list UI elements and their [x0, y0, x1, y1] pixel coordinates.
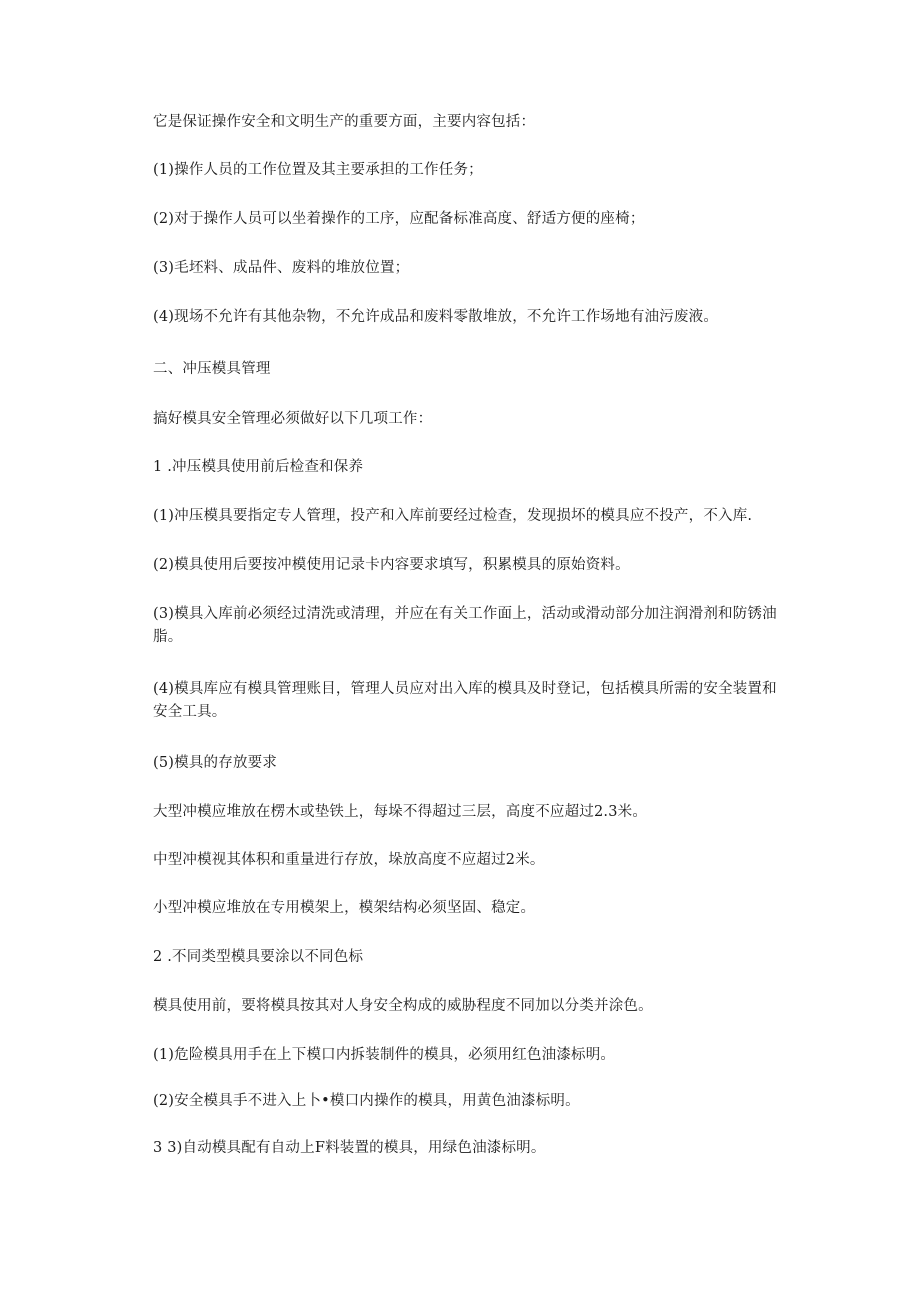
list-item: (1)危险模具用手在上下模口内拆装制件的模具，必须用红色油漆标明。 [153, 1047, 616, 1063]
paragraph: 搞好模具安全管理必须做好以下几项工作： [153, 411, 433, 427]
paragraph: 小型冲模应堆放在专用模架上，模架结构必须坚固、稳定。 [153, 900, 536, 916]
list-item: (5)模具的存放要求 [153, 755, 278, 771]
subsection-heading: 2 .不同类型模具要涂以不同色标 [153, 949, 364, 965]
list-item: (4)现场不允许有其他杂物，不允许成品和废料零散堆放，不允许工作场地有油污废液。 [153, 309, 719, 325]
list-item: (2)安全模具手不进入上卜•模口内操作的模具，用黄色油漆标明。 [153, 1093, 580, 1109]
list-item: (1)冲压模具要指定专人管理，投产和入库前要经过检查，发现损坏的模具应不投产，不入库. [153, 508, 753, 524]
paragraph: 大型冲模应堆放在楞木或垫铁上，每垛不得超过三层，高度不应超过2.3米。 [153, 804, 648, 820]
list-item: (3)毛坯料、成品件、废料的堆放位置； [153, 260, 410, 276]
paragraph: 中型冲模视其体积和重量进行存放，垛放高度不应超过2米。 [153, 852, 545, 868]
section-heading: 二、冲压模具管理 [153, 361, 271, 377]
list-item: (4)模具库应有模具管理账目，管理人员应对出入库的模具及时登记，包括模具所需的安全装置和安全工具。 [153, 681, 777, 720]
paragraph: 模具使用前，要将模具按其对人身安全构成的威胁程度不同加以分类并涂色。 [153, 998, 653, 1014]
list-item: (2)对于操作人员可以坐着操作的工序，应配备标准高度、舒适方便的座椅； [153, 211, 645, 227]
paragraph: 它是保证操作安全和文明生产的重要方面，主要内容包括： [153, 114, 536, 130]
list-item: (2)模具使用后要按冲模使用记录卡内容要求填写，积累模具的原始资料。 [153, 557, 630, 573]
list-item: (3)模具入库前必须经过清洗或清理，并应在有关工作面上，活动或滑动部分加注润滑剂和防锈油脂。 [153, 606, 777, 645]
list-item: (1)操作人员的工作位置及其主要承担的工作任务； [153, 162, 483, 178]
list-item: 3 3)自动模具配有自动上F料装置的模具，用绿色油漆标明。 [153, 1140, 546, 1156]
subsection-heading: 1 .冲压模具使用前后检查和保养 [153, 459, 364, 475]
